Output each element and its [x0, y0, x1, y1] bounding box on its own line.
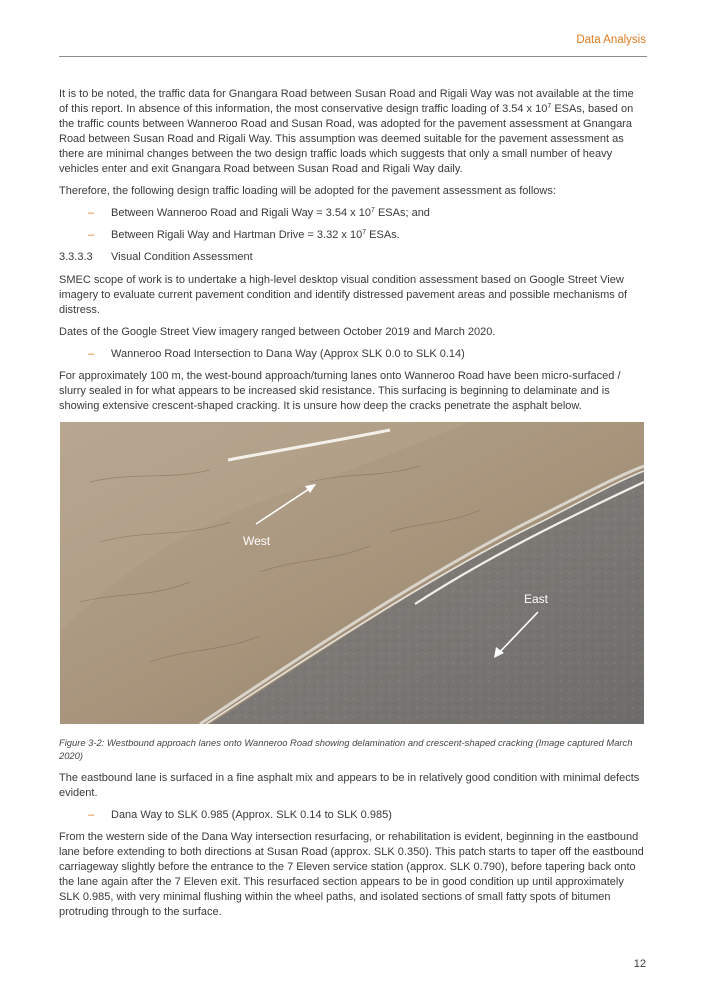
figure-caption: Figure 3-2: Westbound approach lanes onto Wanneroo Road showing delamination and crescent-shaped cracking (Image captured March 2020)	[59, 737, 633, 761]
paragraph-traffic-data: It is to be noted, the traffic data for Gnangara Road between Susan Road and Rigali Way was not available at the time of this report. In absence of this information, the most conservative design traffic loading of 3.54 x $10^7$ ESAs, based on the traffic counts between Wanneroo Road and Susan Road, was adopted for the pavement assessment at Gnangara Road between Susan Road and Rigali Way. This assumption was deemed suitable for the pavement assessment as there are minimal changes between the two design traffic loads which suggests that only a small number of heavy vehicles enter and exit Gnangara Road between Susan Road and Rigali Way daily.	[59, 88, 634, 175]
list-item: – Dana Way to SLK 0.985 (Approx. SLK 0.14 to SLK 0.985)	[88, 809, 392, 821]
dash-bullet-icon: –	[88, 229, 95, 241]
paragraph-design-loading-intro: Therefore, the following design traffic loading will be adopted for the pavement assessment as follows:	[59, 185, 556, 197]
paragraph-westbound-surfacing: For approximately 100 m, the west-bound approach/turning lanes onto Wanneroo Road have been micro-surfaced / slurry sealed in for what appears to be increased skid resistance. This surfacing is beginning to delaminate and is showing extensive crescent-shaped cracking. It is unsure how deep the cracks penetrate the asphalt below.	[59, 370, 621, 412]
label-west: West	[243, 534, 271, 548]
page-number: 12	[633, 958, 646, 970]
road-surface-photo	[60, 422, 644, 724]
list-item: – Wanneroo Road Intersection to Dana Way (Approx SLK 0.0 to SLK 0.14)	[88, 348, 465, 360]
paragraph-resurfacing: From the western side of the Dana Way intersection resurfacing, or rehabilitation is evident, beginning in the eastbound lane before extending to both directions at Susan Road (approx. SLK 0.350). This patch starts to taper off the eastbound carriageway slightly before the entrance to the 7 Eleven service station (approx. SLK 0.790), before tapering back onto the lane again after the 7 Eleven exit. This resurfaced section appears to be in good condition up until approximately SLK 0.985, with very minimal flushing within the wheel paths, and isolated sections of small fatty spots of bitumen protruding through to the surface.	[59, 831, 644, 918]
header-divider	[59, 56, 647, 57]
section-number: 3.3.3.3	[59, 251, 93, 263]
section-heading	[59, 250, 645, 265]
header-section-title: Data Analysis	[576, 34, 646, 46]
paragraph-eastbound-condition: The eastbound lane is surfaced in a fine asphalt mix and appears to be in relatively good condition with minimal defects evident.	[59, 772, 640, 799]
document-body	[59, 87, 645, 927]
dash-bullet-icon: –	[88, 809, 95, 821]
paragraph-scope: SMEC scope of work is to undertake a high-level desktop visual condition assessment based on Google Street View imagery to evaluate current pavement condition and identify distressed pavement areas and possible mechanisms of distress.	[59, 274, 628, 316]
list-item: – Between Wanneroo Road and Rigali Way = 3.54 x $10^7$ ESAs; and	[88, 207, 430, 219]
dash-bullet-icon: –	[88, 348, 95, 360]
list-item: – Between Rigali Way and Hartman Drive = 3.32 x $10^7$ ESAs.	[88, 229, 400, 241]
dash-bullet-icon: –	[88, 207, 95, 219]
label-east: East	[524, 592, 549, 606]
section-title: Visual Condition Assessment	[111, 251, 253, 263]
paragraph-imagery-dates: Dates of the Google Street View imagery ranged between October 2019 and March 2020.	[59, 326, 496, 338]
